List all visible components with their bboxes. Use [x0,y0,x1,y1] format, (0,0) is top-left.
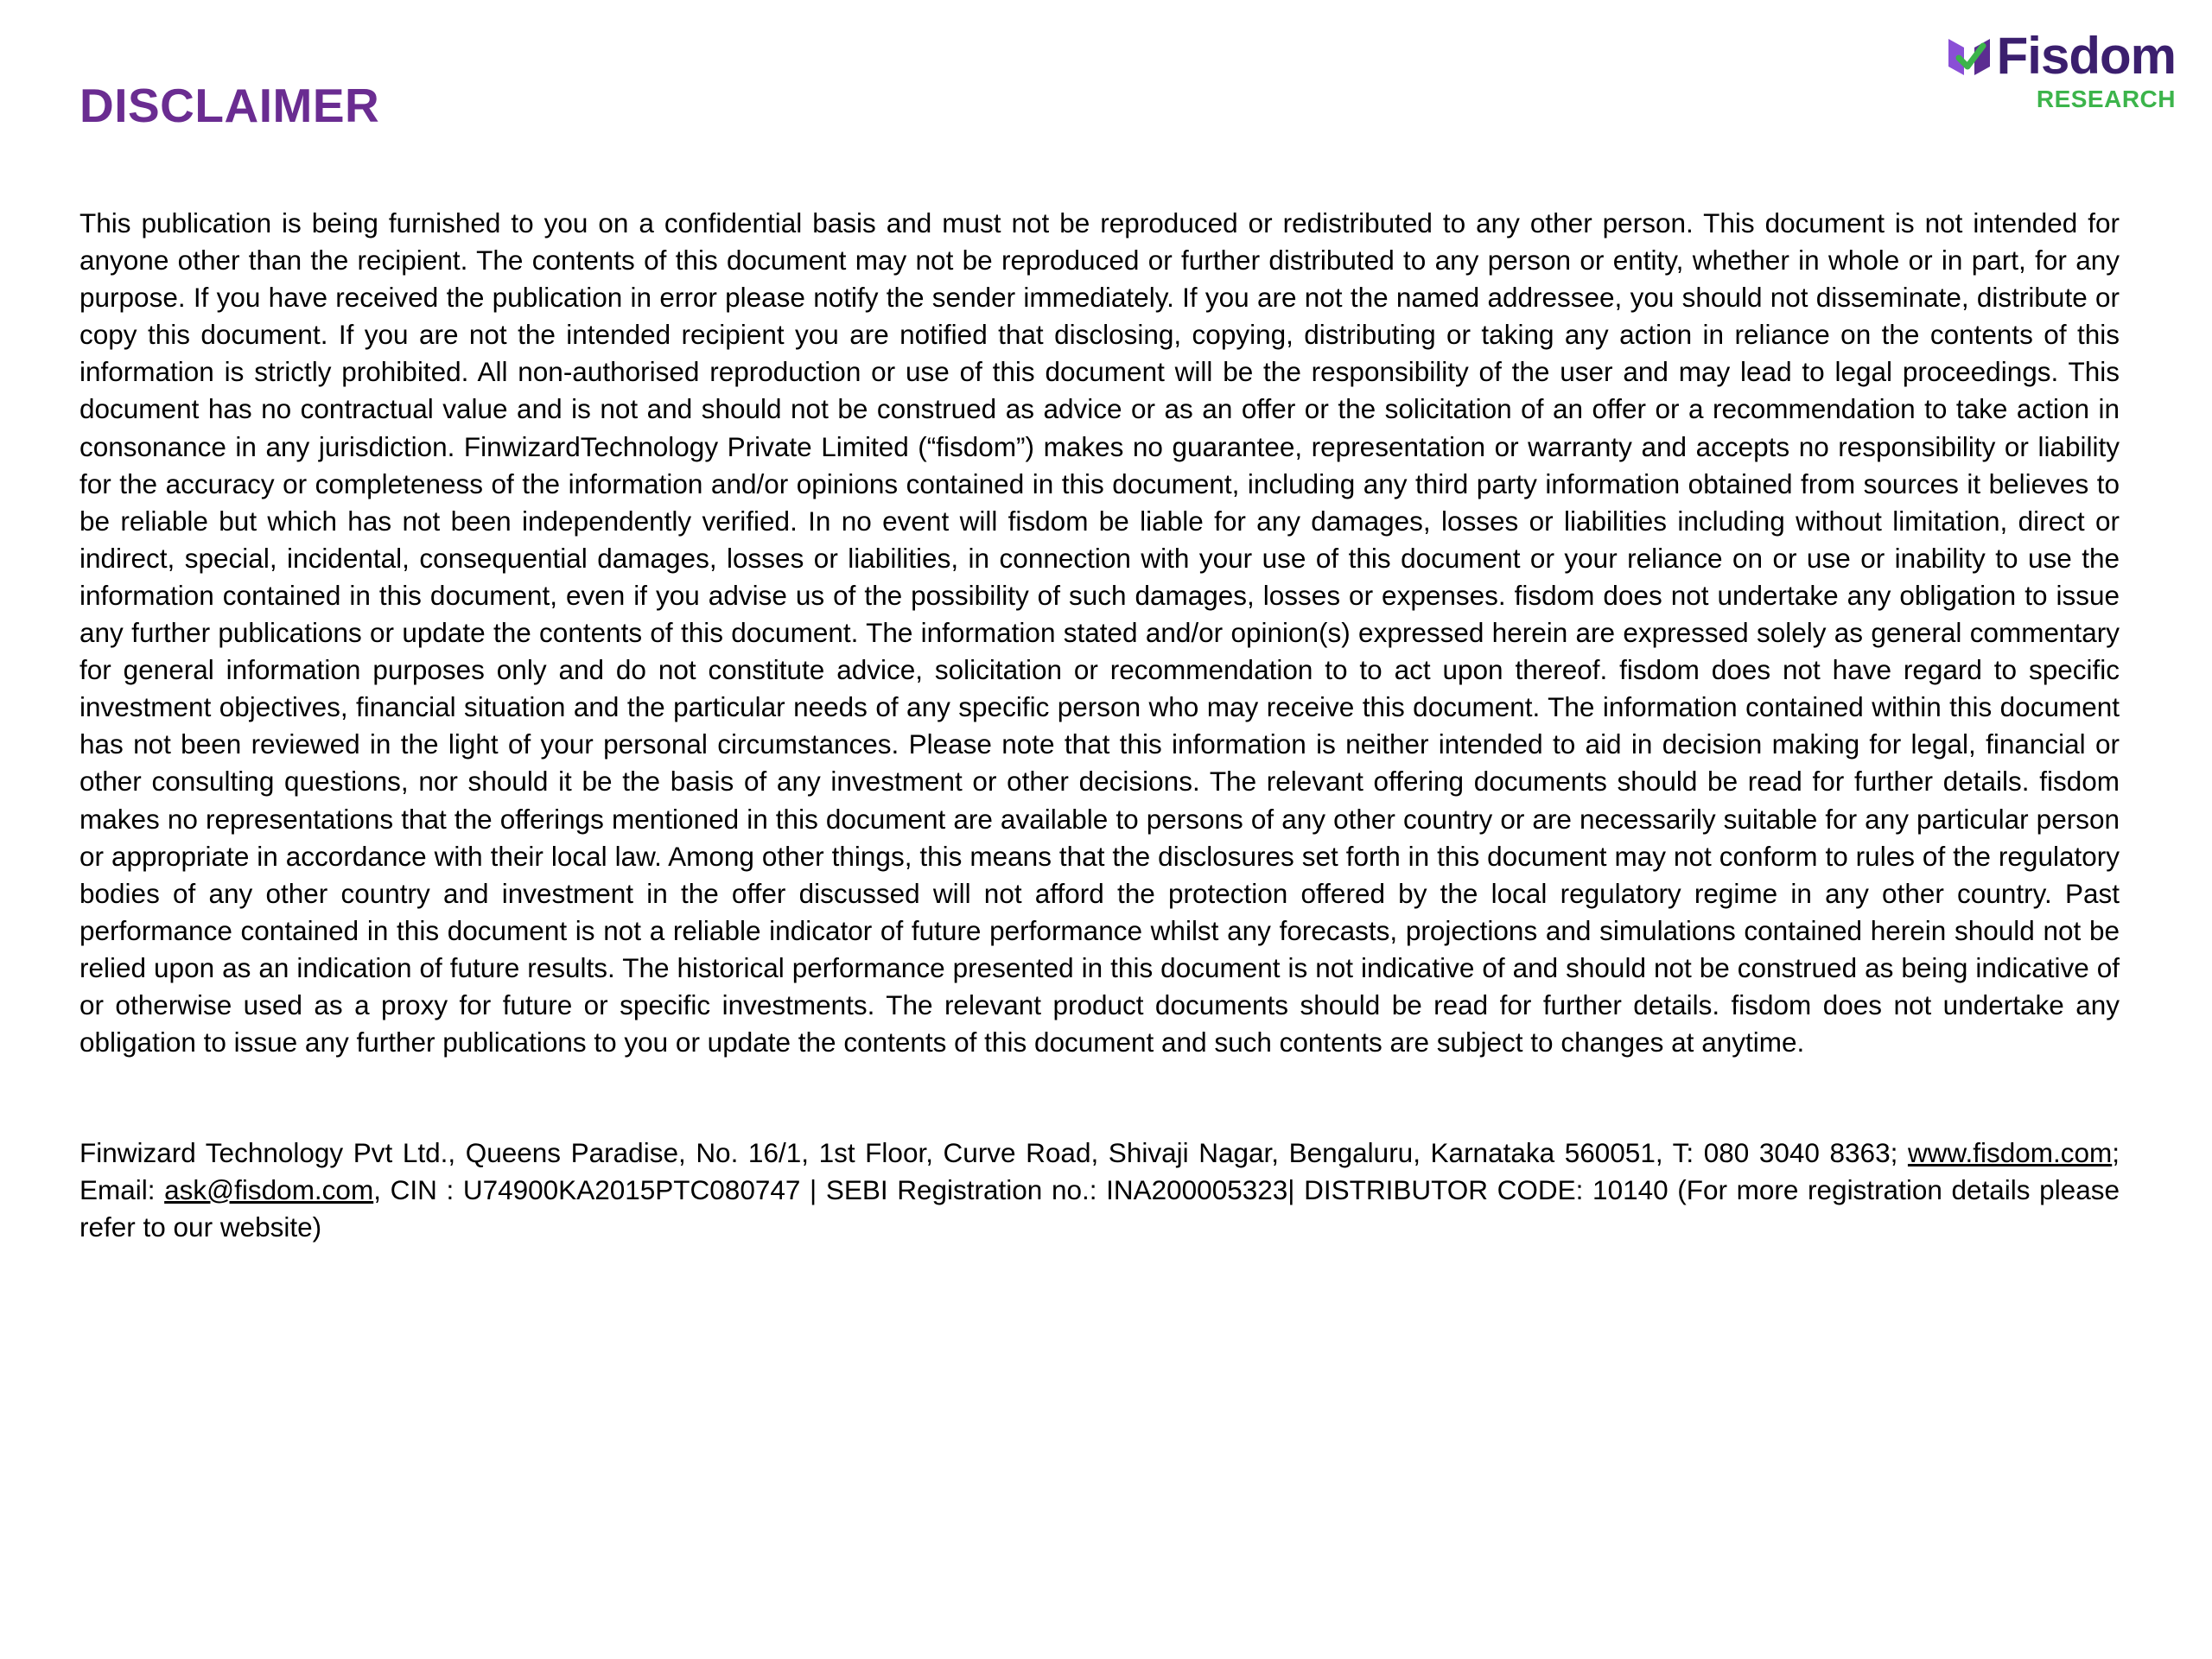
address-line-end: , CIN : U74900KA2015PTC080747 | SEBI Registration no.: INA200005323| DISTRIBUTOR CODE: 10140 (For more registration details please refer to our website) [79,1174,2120,1243]
email-prefix: ; Email: [79,1137,2120,1206]
disclaimer-body: This publication is being furnished to you on a confidential basis and must not be reproduced or redistributed to any other person. This document is not intended for anyone other than the recipient. The contents of this document may not be reproduced or further distributed to any person or entity, whether in whole or in part, for any purpose. If you have received the publication in error please notify the sender immediately. If you are not the named addressee, you should not disseminate, distribute or copy this document. If you are not the intended recipient you are notified that disclosing, copying, distributing or taking any action in reliance on the contents of this information is strictly prohibited. All non-authorised reproduction or use of this document will be the responsibility of the user and may lead to legal proceedings. This document has no contractual value and is not and should not be construed as advice or as an offer or the solicitation of an offer or a recommendation to take action in consonance in any jurisdiction. FinwizardTechnology Private Limited (“fisdom”) makes no guarantee, representation or warranty and accepts no responsibility or liability for the accuracy or completeness of the information and/or opinions contained in this document, including any third party information obtained from sources it believes to be reliable but which has not been independently verified. In no event will fisdom be liable for any damages, losses or liabilities including without limitation, direct or indirect, special, incidental, consequential damages, losses or liabilities, in connection with your use of this document or your reliance on or use or inability to use the information contained in this document, even if you advise us of the possibility of such damages, losses or expenses. fisdom does not undertake any obligation to issue any further publications or update the contents of this document. The information stated and/or opinion(s) expressed herein are expressed solely as general commentary for general information purposes only and do not constitute advice, solicitation or recommendation to to act upon thereof. fisdom does not have regard to specific investment objectives, financial situation and the particular needs of any specific person who may receive this document. The information contained within this document has not been reviewed in the light of your personal circumstances. Please note that this information is neither intended to aid in decision making for legal, financial or other consulting questions, nor should it be the basis of any investment or other decisions. The relevant offering documents should be read for further details. fisdom makes no representations that the offerings mentioned in this document are available to persons of any other country or are necessarily suitable for any particular person or appropriate in accordance with their local law. Among other things, this means that the disclosures set forth in this document may not conform to rules of the regulatory bodies of any other country and investment in the offer discussed will not afford the protection offered by the local regulatory regime in any other country. Past performance contained in this document is not a reliable indicator of future performance whilst any forecasts, projections and simulations contained herein should not be relied upon as an indication of future results. The historical performance presented in this document is not indicative of and should not be construed as being indicative of or otherwise used as a proxy for future or specific investments. The relevant product documents should be read for further details. fisdom does not undertake any obligation to issue any further publications to you or update the contents of this document and such contents are subject to changes at anytime. [79,207,2120,1058]
fisdom-logo-icon [1947,34,1992,79]
fisdom-research-logo [1934,26,2176,121]
logo-row [1947,26,2176,86]
email-link[interactable]: ask@fisdom.com [164,1174,374,1206]
logo-subtitle: RESEARCH [2036,86,2176,112]
logo-wordmark: Fisdom [1996,27,2176,85]
address-line-start: Finwizard Technology Pvt Ltd., Queens Paradise, No. 16/1, 1st Floor, Curve Road, Shivaji Nagar, Bengaluru, Karnataka 560051, T: 080 3040 8363; [79,1137,1908,1168]
page-title: DISCLAIMER [79,79,380,132]
company-address [79,1135,2120,1246]
website-link[interactable]: www.fisdom.com [1907,1137,2113,1168]
